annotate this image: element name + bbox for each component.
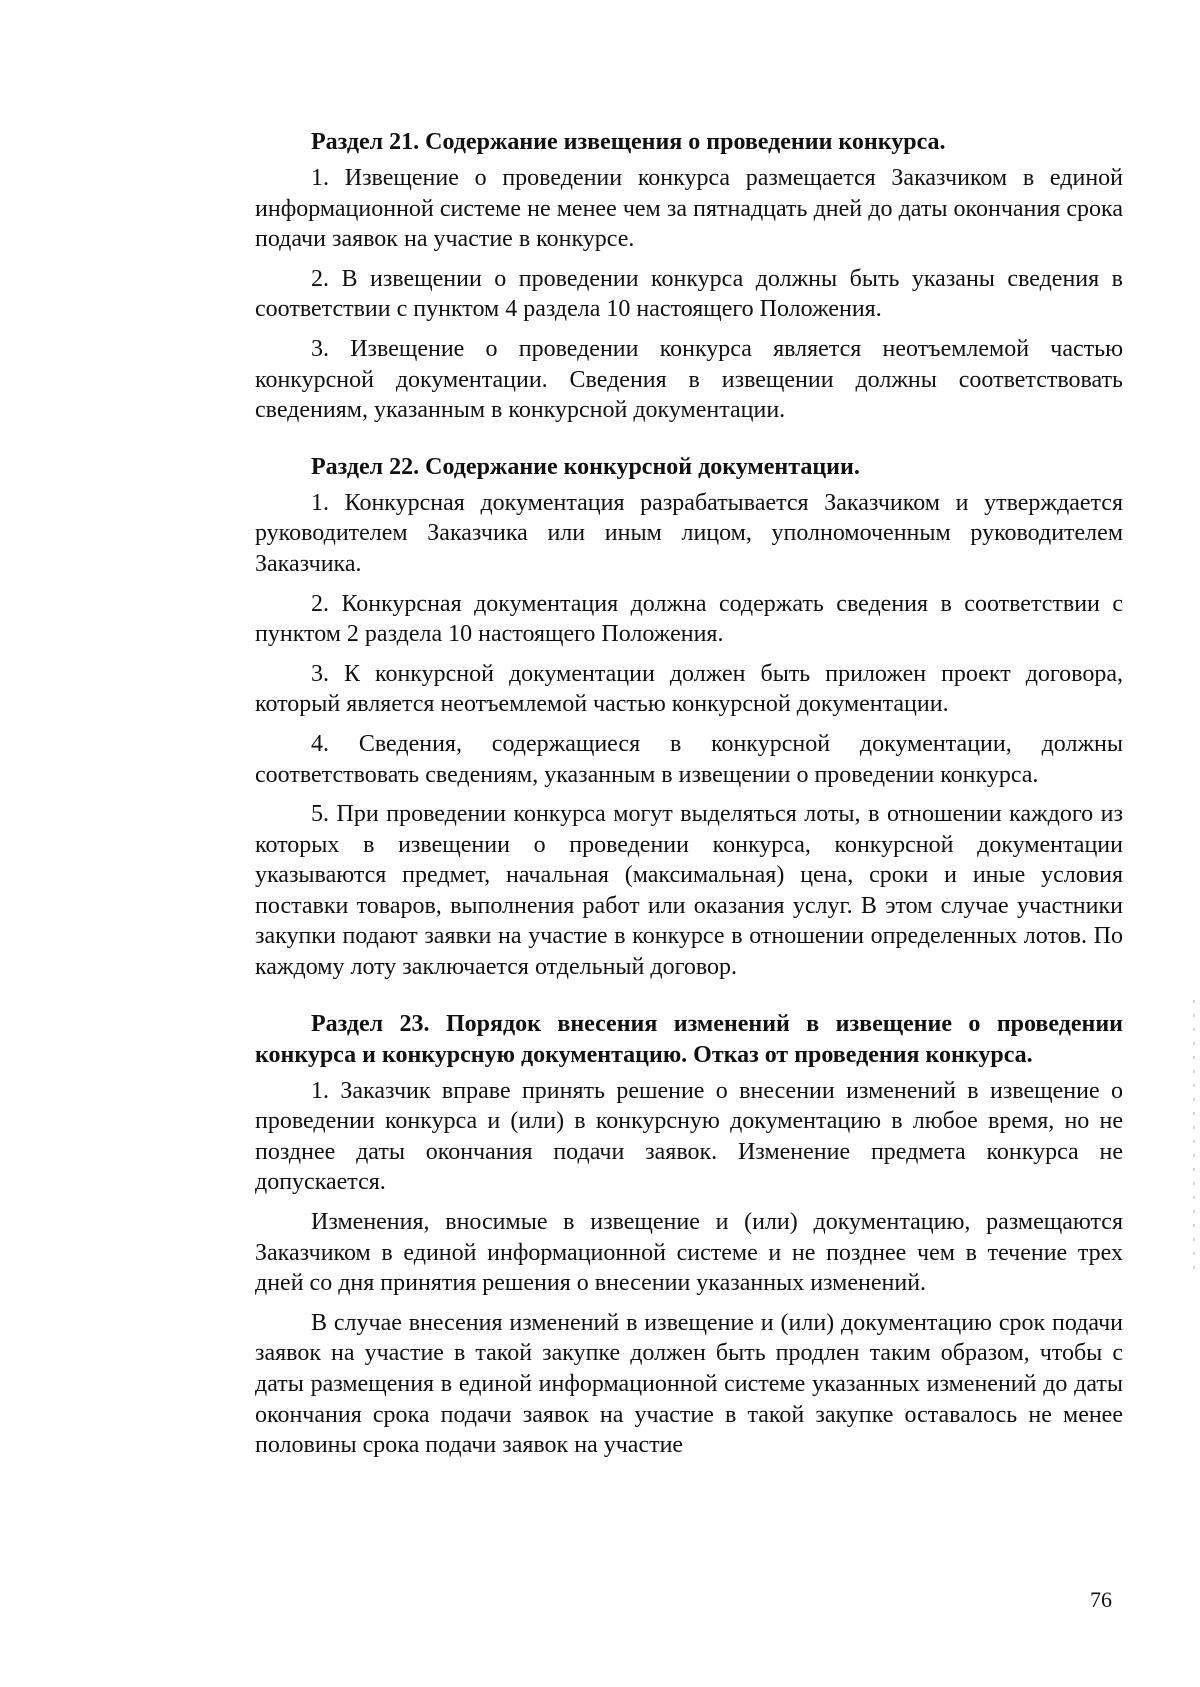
paragraph: 3. К конкурсной документации должен быть приложен проект договора, который является неотъемлемой частью конкурсной документации. <box>255 660 1123 718</box>
section-heading: Раздел 23. Порядок внесения изменений в извещение о проведении конкурса и конкурсную документацию. Отказ от проведения конкурса. <box>255 1010 1123 1068</box>
section-heading: Раздел 21. Содержание извещения о проведении конкурса. <box>311 129 946 155</box>
paragraph: 1. Извещение о проведении конкурса размещается Заказчиком в единой информационной системе не менее чем за пятнадцать дней до даты окончания срока подачи заявок на участие в конкурсе. <box>255 165 1123 253</box>
paragraph: 3. Извещение о проведении конкурса является неотъемлемой частью конкурсной документации. Сведения в извещении должны соответствовать сведениям, указанным в конкурсной документации. <box>255 335 1123 424</box>
paragraph: 2. Конкурсная документация должна содержать сведения в соответствии с пунктом 2 раздела 10 настоящего Положения. <box>255 590 1123 648</box>
paragraph: Изменения, вносимые в извещение и (или) документацию, размещаются Заказчиком в единой информационной системе и не позднее чем в течение трех дней со дня принятия решения о внесении указанных изменений. <box>255 1209 1123 1297</box>
page-number: 76 <box>1090 1587 1112 1612</box>
paragraph: 1. Конкурсная документация разрабатывается Заказчиком и утверждается руководителем Заказчика или иным лицом, уполномоченным руководителем Заказчика. <box>255 489 1123 577</box>
paragraph: 1. Заказчик вправе принять решение о внесении изменений в извещение о проведении конкурса и (или) в конкурсную документацию в любое время, но не позднее даты окончания подачи заявок. Изменение предмета конкурса не допускается. <box>255 1077 1123 1196</box>
scan-edge-marks <box>1193 1000 1195 1270</box>
section-22 <box>255 452 1123 983</box>
paragraph: 2. В извещении о проведении конкурса должны быть указаны сведения в соответствии с пунктом 4 раздела 10 настоящего Положения. <box>255 265 1123 323</box>
paragraph: В случае внесения изменений в извещение и (или) документацию срок подачи заявок на участие в такой закупке должен быть продлен таким образом, чтобы с даты размещения в единой информационной системе указанных изменений до даты окончания срока подачи заявок на участие в такой закупке оставалось не менее половины срока подачи заявок на участие <box>255 1309 1123 1459</box>
document-body <box>255 127 1123 1470</box>
section-21 <box>255 127 1123 426</box>
section-23 <box>255 1009 1123 1461</box>
section-heading: Раздел 22. Содержание конкурсной документации. <box>311 453 860 480</box>
paragraph: 4. Сведения, содержащиеся в конкурсной документации, должны соответствовать сведениям, указанным в извещении о проведении конкурса. <box>255 730 1123 788</box>
paragraph: 5. При проведении конкурса могут выделяться лоты, в отношении каждого из которых в извещении о проведении конкурса, конкурсной документации указываются предмет, начальная (максимальная) цена, сроки и иные условия поставки товаров, выполнения работ или оказания услуг. В этом случае участники закупки подают заявки на участие в конкурсе в отношении определенных лотов. По каждому лоту заключается отдельный договор. <box>255 801 1123 981</box>
